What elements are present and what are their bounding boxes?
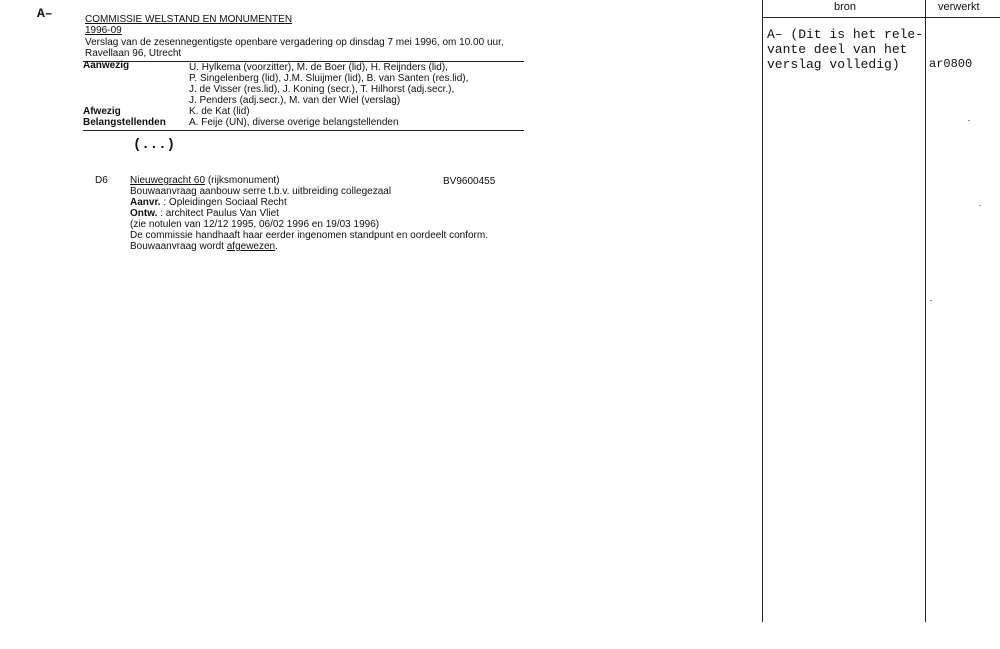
present-line-2: P. Singelenberg (lid), J.M. Sluijmer (lid), B. van Santen (res.lid), [189,73,469,84]
sidebar-header-processed: verwerkt [938,1,980,13]
sidebar-note-line-3: verslag volledig) [767,57,900,72]
scan-speck [979,205,981,206]
item-designer [130,208,279,219]
item-reference: BV9600455 [443,176,496,187]
attendance-divider [83,130,524,131]
sidebar-left-border [762,0,763,622]
item-address: Nieuwegracht 60 [130,175,206,186]
sidebar-note-line-1: A– (Dit is het rele- [767,27,924,42]
present-label: Aanwezig [83,60,130,71]
item-description: Bouwaanvraag aanbouw serre t.b.v. uitbreiding collegezaal [130,186,392,197]
sidebar-header-source: bron [834,1,857,13]
applicant-label: Aanvr. [130,197,161,208]
item-address-line [130,175,280,186]
sidebar-header-divider [762,17,1000,18]
present-line-1: U. Hylkema (voorzitter), M. de Boer (lid), H. Reijnders (lid), [189,62,448,73]
decision-suffix: . [275,241,278,252]
designer-value: : architect Paulus Van Vliet [160,208,279,219]
present-line-4: J. Penders (adj.secr.), M. van der Wiel (verslag) [189,95,401,106]
applicant-value: : Opleidingen Sociaal Recht [163,197,287,208]
item-conclusion: De commissie handhaaft haar eerder ingenomen standpunt en oordeelt conform. [130,230,488,241]
omission-marker: (...) [133,137,176,153]
report-description-line-1: Verslag van de zesennegentigste openbare vergadering op dinsdag 7 mei 1996, om 10.00 uur, [85,37,504,48]
item-applicant [130,197,287,208]
stakeholders-value: A. Feije (UN), diverse overige belangstellenden [189,117,399,128]
absent-label: Afwezig [83,106,121,117]
absent-value: K. de Kat (lid) [189,106,250,117]
item-code: D6 [95,175,108,186]
scan-speck [930,300,932,301]
item-decision [130,241,278,252]
sidebar-column-divider [925,0,926,622]
decision-prefix: Bouwaanvraag wordt [130,241,227,252]
report-description-line-2: Ravellaan 96, Utrecht [85,48,182,59]
item-minutes-reference: (zie notulen van 12/12 1995, 06/02 1996 en 19/03 1996) [130,219,380,230]
committee-title: COMMISSIE WELSTAND EN MONUMENTEN [85,14,293,25]
stakeholders-label: Belangstellenden [83,117,166,128]
meeting-number: 1996-09 [85,25,122,36]
scan-speck [968,120,970,121]
sidebar-processed-code: ar0800 [929,57,973,71]
item-address-note: (rijksmonument) [207,175,280,186]
decision-word: afgewezen [226,241,276,252]
designer-label: Ontw. [130,208,158,219]
present-line-3: J. de Visser (res.lid), J. Koning (secr.), T. Hilhorst (adj.secr.), [189,84,455,95]
sidebar-note-line-2: vante deel van het [767,42,908,57]
margin-mark: A– [37,6,53,21]
